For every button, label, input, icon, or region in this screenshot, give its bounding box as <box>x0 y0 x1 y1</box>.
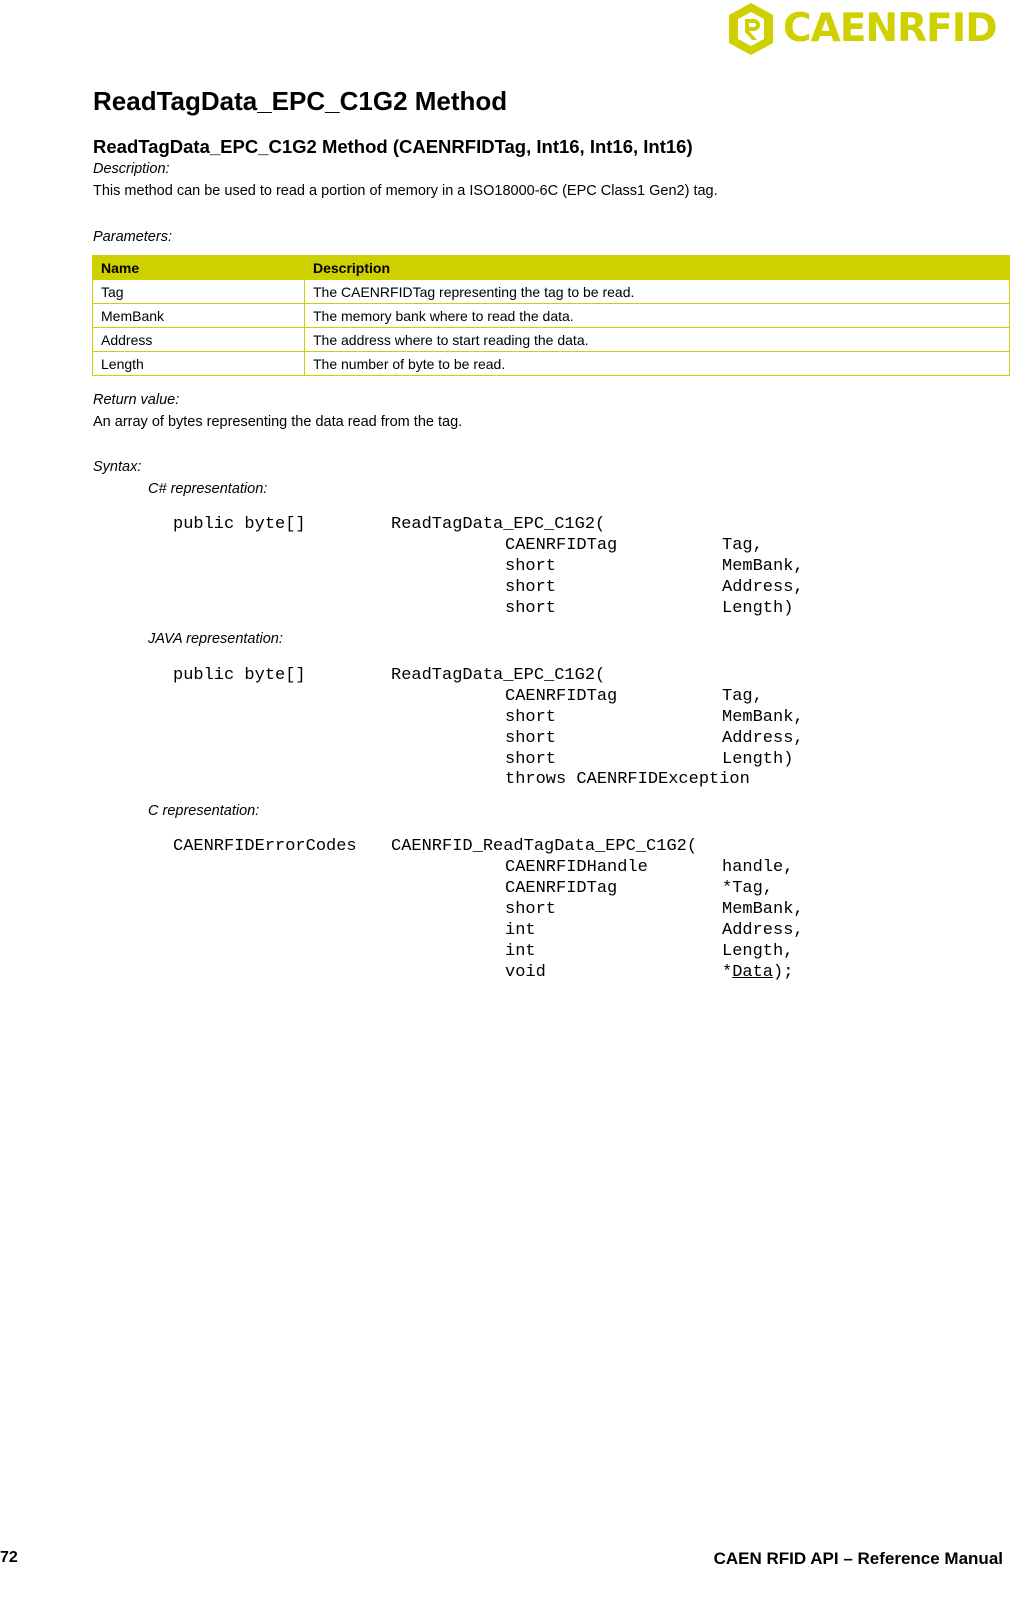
column-header-name: Name <box>93 256 305 280</box>
return-value-label: Return value: <box>93 392 180 408</box>
table-row <box>93 328 1010 352</box>
caenrfid-logo <box>727 2 1003 56</box>
column-header-description: Description <box>305 256 1010 280</box>
csharp-function-name: ReadTagData_EPC_C1G2( <box>391 515 606 534</box>
c-param-type: int <box>505 942 536 961</box>
parameters-label: Parameters: <box>93 229 172 245</box>
page-number: 72 <box>0 1549 18 1566</box>
java-param-type: short <box>505 750 557 769</box>
csharp-param-name: Tag, <box>722 536 763 555</box>
param-name: MemBank <box>93 304 305 328</box>
java-param-name: MemBank, <box>722 708 804 727</box>
param-description: The CAENRFIDTag representing the tag to be read. <box>305 280 1010 304</box>
java-param-type: short <box>505 708 557 727</box>
return-value-text: An array of bytes representing the data read from the tag. <box>93 414 463 430</box>
c-param-name: Address, <box>722 921 804 940</box>
java-param-type: CAENRFIDTag <box>505 687 618 706</box>
java-throws-clause: throws CAENRFIDException <box>505 770 750 789</box>
c-return-type: CAENRFIDErrorCodes <box>173 837 357 856</box>
java-param-type: short <box>505 729 557 748</box>
param-description: The number of byte to be read. <box>305 352 1010 376</box>
c-data-param: Data <box>732 963 774 982</box>
java-representation-label: JAVA representation: <box>148 631 283 647</box>
c-param-name: *Tag, <box>722 879 774 898</box>
logo-wordmark: CAENRFID <box>783 6 997 51</box>
param-name: Tag <box>93 280 305 304</box>
java-return-type: public byte[] <box>173 666 306 685</box>
csharp-param-type: short <box>505 599 557 618</box>
csharp-representation-label: C# representation: <box>148 481 268 497</box>
table-row <box>93 304 1010 328</box>
page-title: ReadTagData_EPC_C1G2 Method <box>93 86 508 116</box>
c-pointer-prefix: * <box>722 963 733 982</box>
param-description: The memory bank where to read the data. <box>305 304 1010 328</box>
description-text: This method can be used to read a portion of memory in a ISO18000-6C (EPC Class1 Gen2) tag. <box>93 183 718 199</box>
csharp-param-type: short <box>505 557 557 576</box>
c-param-name-last <box>722 962 793 983</box>
logo-hexagon-icon <box>727 2 775 56</box>
method-signature-heading: ReadTagData_EPC_C1G2 Method (CAENRFIDTag, Int16, Int16, Int16) <box>93 136 693 157</box>
syntax-label: Syntax: <box>93 459 142 475</box>
c-param-type: CAENRFIDTag <box>505 879 618 898</box>
table-row <box>93 280 1010 304</box>
csharp-param-name: Length) <box>722 599 794 618</box>
csharp-param-type: short <box>505 578 557 597</box>
java-param-name: Address, <box>722 729 804 748</box>
c-param-type: short <box>505 900 557 919</box>
csharp-param-name: MemBank, <box>722 557 804 576</box>
csharp-param-name: Address, <box>722 578 804 597</box>
c-closing-suffix: ); <box>773 963 794 982</box>
param-name: Address <box>93 328 305 352</box>
c-representation-label: C representation: <box>148 803 260 819</box>
csharp-return-type: public byte[] <box>173 515 306 534</box>
c-param-type: int <box>505 921 536 940</box>
c-function-name: CAENRFID_ReadTagData_EPC_C1G2( <box>391 837 698 856</box>
table-row <box>93 352 1010 376</box>
parameters-table <box>92 255 1010 376</box>
manual-title: CAEN RFID API – Reference Manual <box>713 1549 1003 1568</box>
java-function-name: ReadTagData_EPC_C1G2( <box>391 666 606 685</box>
c-param-type: CAENRFIDHandle <box>505 858 648 877</box>
c-param-name: handle, <box>722 858 794 877</box>
csharp-param-type: CAENRFIDTag <box>505 536 618 555</box>
description-label: Description: <box>93 161 170 177</box>
param-description: The address where to start reading the data. <box>305 328 1010 352</box>
param-name: Length <box>93 352 305 376</box>
c-param-name: Length, <box>722 942 794 961</box>
table-header-row <box>93 256 1010 280</box>
java-param-name: Length) <box>722 750 794 769</box>
c-param-type: void <box>505 963 546 982</box>
java-param-name: Tag, <box>722 687 763 706</box>
c-param-name: MemBank, <box>722 900 804 919</box>
